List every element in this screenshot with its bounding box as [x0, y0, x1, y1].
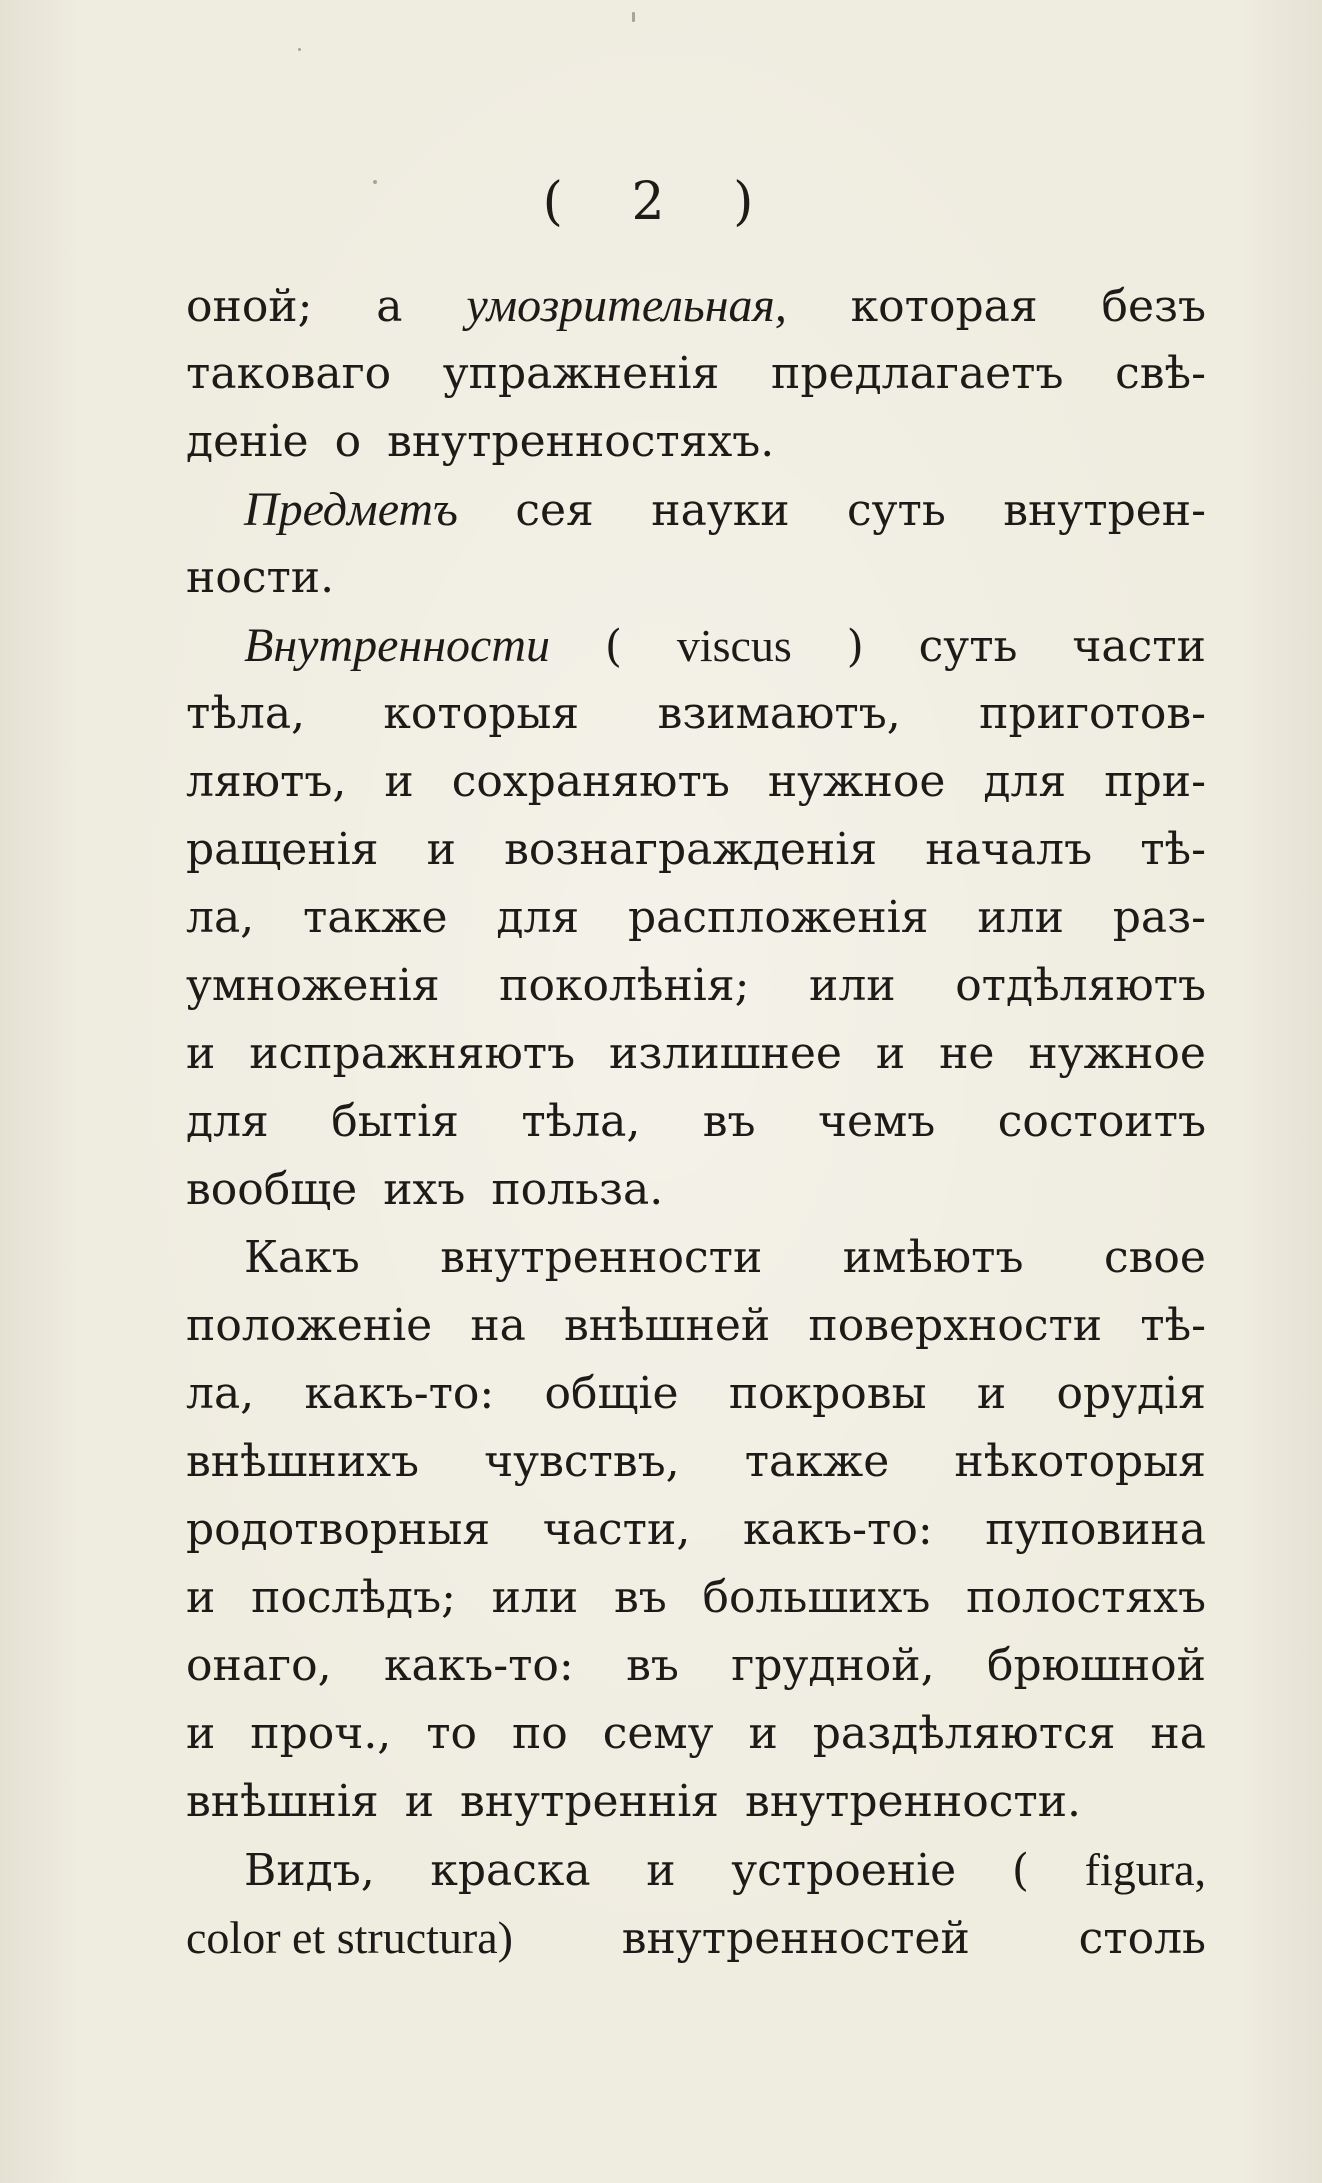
- latin-term: color et structura): [186, 1912, 513, 1963]
- word: внѣшнихъ: [186, 1436, 419, 1487]
- word: также: [744, 1436, 890, 1487]
- text-line: [186, 952, 1206, 1020]
- word: не: [939, 1028, 995, 1079]
- word: или: [809, 960, 896, 1011]
- word: суть: [918, 621, 1018, 672]
- word: и: [186, 1572, 216, 1623]
- word: состоитъ: [997, 1096, 1206, 1147]
- word: Видъ,: [244, 1845, 375, 1896]
- body-text: [186, 272, 1206, 1972]
- text-line: [186, 476, 1206, 544]
- word: тѣ-: [1140, 824, 1206, 875]
- word: о: [334, 416, 362, 467]
- word: послѣдъ;: [251, 1572, 456, 1623]
- word: по: [511, 1708, 568, 1759]
- paper-speck: [373, 180, 377, 184]
- word: тѣла,: [521, 1096, 641, 1147]
- word: въ: [626, 1640, 679, 1691]
- page-number: ( 2 ): [542, 172, 780, 232]
- word: орудія: [1056, 1368, 1206, 1419]
- word: поверхности: [808, 1300, 1103, 1351]
- word: и: [875, 1028, 906, 1079]
- word: пуповина: [985, 1504, 1206, 1555]
- text-line: [186, 748, 1206, 816]
- word: деніе: [186, 416, 309, 467]
- word: и: [186, 1028, 216, 1079]
- word: положеніе: [186, 1300, 433, 1351]
- word: внѣшнія: [186, 1776, 379, 1827]
- word: и: [384, 756, 414, 807]
- word: нужное: [767, 756, 946, 807]
- word: бытія: [331, 1096, 459, 1147]
- word: а: [376, 281, 403, 332]
- word: родотворныя: [186, 1504, 491, 1555]
- word: безъ: [1101, 281, 1206, 332]
- word: внутренностяхъ.: [387, 416, 775, 467]
- word: имѣютъ: [842, 1232, 1024, 1283]
- word: предлагаетъ: [771, 348, 1064, 399]
- italic-term: Внутренности: [244, 619, 550, 672]
- word: чувствъ,: [484, 1436, 680, 1487]
- word: тѣла,: [186, 688, 306, 739]
- text-line: [186, 1632, 1206, 1700]
- word: чемъ: [817, 1096, 936, 1147]
- word: которая: [850, 281, 1038, 332]
- word: или: [491, 1572, 579, 1623]
- word: большихъ: [702, 1572, 931, 1623]
- text-line: [186, 1292, 1206, 1360]
- word: и: [186, 1708, 216, 1759]
- word: раз-: [1112, 892, 1206, 943]
- word: свое: [1104, 1232, 1206, 1283]
- word: покровы: [728, 1368, 927, 1419]
- word: сему: [602, 1708, 714, 1759]
- word: внутреннія: [460, 1776, 720, 1827]
- word: сея: [515, 485, 594, 536]
- text-line: [186, 544, 1206, 612]
- word: и: [426, 824, 456, 875]
- word: внутренности: [440, 1232, 763, 1283]
- word: и: [976, 1368, 1007, 1419]
- word: поколѣнія;: [499, 960, 750, 1011]
- text-line: [186, 340, 1206, 408]
- word: краска: [430, 1845, 591, 1896]
- word: устроеніе: [731, 1845, 957, 1896]
- word: испражняютъ: [249, 1028, 576, 1079]
- word: ращенія: [186, 824, 379, 875]
- word: какъ-то:: [383, 1640, 574, 1691]
- text-line: [186, 1360, 1206, 1428]
- word: и: [404, 1776, 435, 1827]
- word: взимаютъ,: [657, 688, 901, 739]
- word: при-: [1104, 756, 1206, 807]
- word: нѣкоторыя: [954, 1436, 1206, 1487]
- word: въ: [702, 1096, 756, 1147]
- word: брюшной: [986, 1640, 1206, 1691]
- word: также: [302, 892, 448, 943]
- text-line: [186, 1768, 1206, 1836]
- word: раздѣляются: [812, 1708, 1116, 1759]
- word: приготов-: [979, 688, 1206, 739]
- text-line: [186, 1564, 1206, 1632]
- word: проч.,: [250, 1708, 392, 1759]
- word: ла,: [186, 1368, 255, 1419]
- text-line: [186, 612, 1206, 680]
- text-line: [186, 408, 1206, 476]
- word: упражненія: [442, 348, 720, 399]
- word: и: [748, 1708, 778, 1759]
- word: какъ-то:: [304, 1368, 495, 1419]
- text-line: [186, 1700, 1206, 1768]
- text-line: [186, 1904, 1206, 1972]
- text-line: [186, 1020, 1206, 1088]
- word: для: [496, 892, 580, 943]
- word: оной;: [186, 281, 313, 332]
- word: какъ-то:: [742, 1504, 933, 1555]
- word: Какъ: [244, 1232, 360, 1283]
- word: тѣ-: [1140, 1300, 1206, 1351]
- paper-speck: [632, 12, 635, 22]
- text-line: [186, 1088, 1206, 1156]
- word: таковаго: [186, 348, 392, 399]
- word: умноженія: [186, 960, 440, 1011]
- text-line: [186, 272, 1206, 340]
- word: (: [1011, 1845, 1030, 1896]
- text-line: [186, 1496, 1206, 1564]
- word: излишнее: [609, 1028, 842, 1079]
- word: грудной,: [731, 1640, 935, 1691]
- italic-term: умозрительная,: [466, 279, 787, 332]
- text-line: [186, 1428, 1206, 1496]
- word: внѣшней: [564, 1300, 771, 1351]
- word: то: [426, 1708, 478, 1759]
- word: ): [846, 621, 864, 672]
- word: науки: [651, 485, 790, 536]
- word: которыя: [383, 688, 580, 739]
- word: на: [470, 1300, 526, 1351]
- word: польза.: [491, 1164, 664, 1215]
- word: свѣ-: [1115, 348, 1206, 399]
- word: для: [983, 756, 1067, 807]
- word: началъ: [925, 824, 1093, 875]
- word: столь: [1078, 1913, 1206, 1964]
- latin-term: viscus: [676, 620, 792, 671]
- word: на: [1150, 1708, 1206, 1759]
- word: ла,: [186, 892, 255, 943]
- word: (: [604, 621, 622, 672]
- word: общіе: [544, 1368, 679, 1419]
- word: внутренностей: [621, 1913, 970, 1964]
- text-line: [186, 884, 1206, 952]
- word: для: [186, 1096, 269, 1147]
- word: вознагражденія: [504, 824, 878, 875]
- italic-term: Предметъ: [244, 483, 458, 536]
- word: внутрен-: [1003, 485, 1206, 536]
- word: сохраняютъ: [451, 756, 730, 807]
- word: внутренности.: [745, 1776, 1082, 1827]
- text-line: [186, 1224, 1206, 1292]
- word: нужное: [1028, 1028, 1206, 1079]
- text-line: [186, 1836, 1206, 1904]
- word: ихъ: [383, 1164, 466, 1215]
- text-line: [186, 680, 1206, 748]
- word: въ: [614, 1572, 667, 1623]
- word: ляютъ,: [186, 756, 347, 807]
- word: части: [1072, 621, 1206, 672]
- word: распложенія: [628, 892, 929, 943]
- word: суть: [846, 485, 946, 536]
- word: и: [646, 1845, 676, 1896]
- word: вообще: [186, 1164, 358, 1215]
- latin-term: figura,: [1084, 1844, 1206, 1895]
- word: полостяхъ: [966, 1572, 1206, 1623]
- paper-speck: [298, 48, 301, 51]
- word: части,: [542, 1504, 691, 1555]
- word: отдѣляютъ: [955, 960, 1206, 1011]
- text-line: [186, 1156, 1206, 1224]
- text-line: [186, 816, 1206, 884]
- word: или: [977, 892, 1064, 943]
- word: ности.: [186, 552, 335, 603]
- word: онаго,: [186, 1640, 332, 1691]
